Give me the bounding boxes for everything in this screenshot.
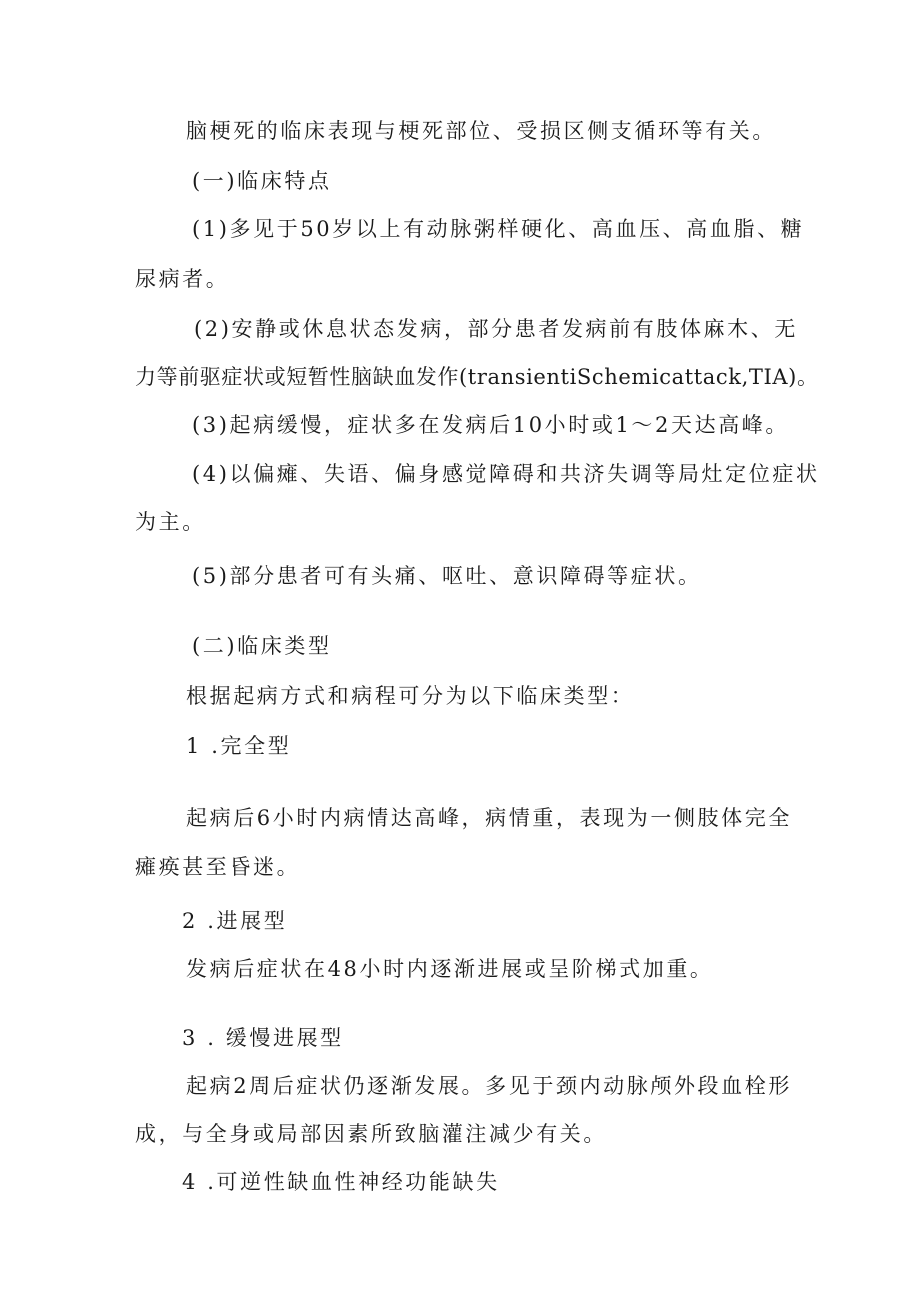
feature-5: (5)部分患者可有头痛、呕吐、意识障碍等症状。	[192, 564, 702, 588]
feature-1-line-1: (1)多见于50岁以上有动脉粥样硬化、高血压、高血脂、糖	[192, 217, 805, 241]
type-1-desc-line-2: 瘫痪甚至昏迷。	[135, 855, 301, 879]
type-2-desc: 发病后症状在48小时内逐渐进展或呈阶梯式加重。	[186, 957, 714, 981]
type-4-heading: 4 .可逆性缺血性神经功能缺失	[182, 1170, 500, 1194]
types-intro: 根据起病方式和病程可分为以下临床类型：	[186, 684, 635, 708]
type-2-heading: 2 .进展型	[182, 909, 288, 933]
section-heading-clinical-types: (二)临床类型	[192, 634, 332, 658]
type-3-heading: 3 . 缓慢进展型	[182, 1026, 344, 1050]
type-3-desc-line-2: 成，与全身或局部因素所致脑灌注减少有关。	[135, 1122, 607, 1146]
feature-4-line-2: 为主。	[135, 510, 206, 534]
type-1-desc-line-1: 起病后6小时内病情达高峰，病情重，表现为一侧肢体完全	[186, 806, 792, 830]
type-1-heading: 1 .完全型	[186, 734, 292, 758]
feature-3: (3)起病缓慢，症状多在发病后10小时或1～2天达高峰。	[192, 413, 789, 437]
feature-2-line-2: 力等前驱症状或短暂性脑缺血发作(transientiSchemicattack,TIA)。	[135, 365, 819, 389]
feature-1-line-2: 尿病者。	[135, 267, 230, 291]
feature-4-line-1: (4)以偏瘫、失语、偏身感觉障碍和共济失调等局灶定位症状	[192, 462, 820, 486]
intro-paragraph: 脑梗死的临床表现与梗死部位、受损区侧支循环等有关。	[186, 119, 776, 143]
feature-2-line-1: (2)安静或休息状态发病，部分患者发病前有肢体麻木、无	[194, 317, 798, 341]
type-3-desc-line-1: 起病2周后症状仍逐渐发展。多见于颈内动脉颅外段血栓形	[186, 1074, 792, 1098]
section-heading-clinical-features: (一)临床特点	[192, 169, 332, 193]
